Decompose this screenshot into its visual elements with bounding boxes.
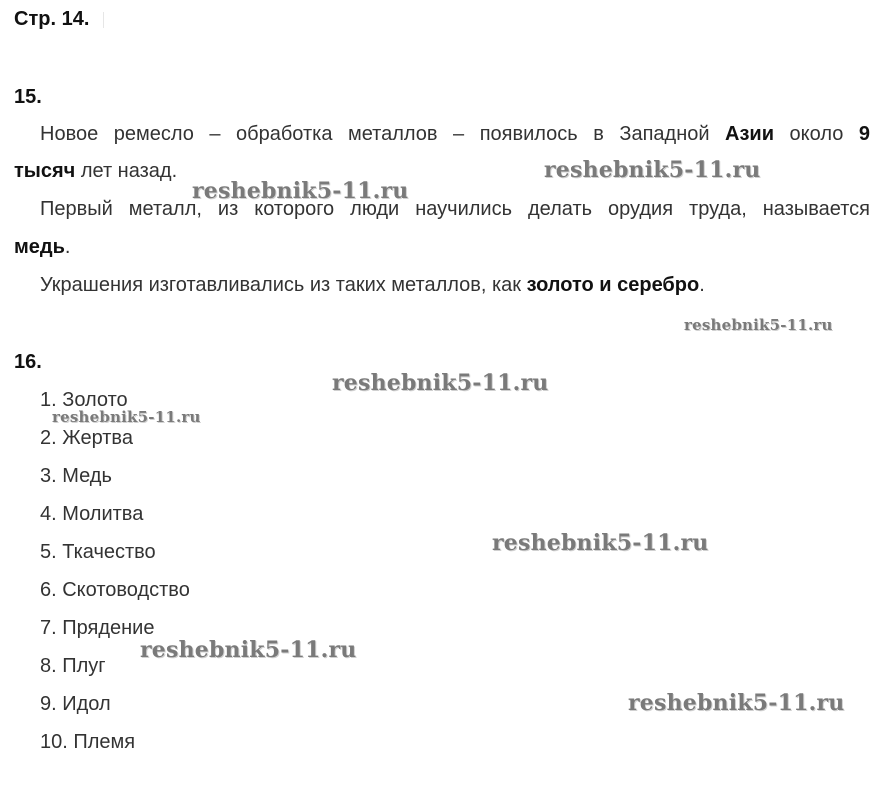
task-15-paragraph-1-line-1 — [14, 123, 870, 146]
bold-answer-thousand: тысяч — [14, 160, 76, 182]
watermark: reshebnik5-11.ru — [332, 370, 549, 396]
text-segment: Украшения изготавливались из таких металлов, как — [40, 274, 527, 296]
list-item: 2. Жертва — [40, 427, 133, 449]
list-item: 9. Идол — [40, 693, 111, 715]
list-item: 10. Племя — [40, 731, 136, 753]
watermark: reshebnik5-11.ru — [544, 157, 761, 183]
text-segment: . — [64, 236, 71, 258]
task-15-number: 15. — [14, 86, 42, 108]
bold-answer-nine: 9 — [858, 123, 870, 145]
task-15-paragraph-3 — [40, 274, 705, 297]
task-15-paragraph-2-line-2 — [14, 236, 70, 259]
watermark: reshebnik5-11.ru — [140, 637, 357, 663]
watermark: reshebnik5-11.ru — [684, 316, 833, 334]
list-item: 5. Ткачество — [40, 541, 156, 563]
task-15-paragraph-1-line-2 — [14, 160, 177, 183]
list-item: 7. Прядение — [40, 617, 155, 639]
bold-answer-asia: Азии — [725, 123, 775, 145]
text-segment: лет назад. — [75, 160, 178, 182]
task-16-number: 16. — [14, 351, 42, 373]
list-item: 3. Медь — [40, 465, 112, 487]
task-15-paragraph-2-line-1: Первый металл, из которого люди научились делать орудия труда, называется — [40, 198, 870, 220]
bold-answer-copper: медь — [14, 236, 65, 258]
bold-answer-gold-silver: золото и серебро — [526, 274, 700, 296]
watermark: reshebnik5-11.ru — [628, 690, 845, 716]
list-item: 8. Плуг — [40, 655, 106, 677]
text-segment: . — [699, 274, 705, 296]
text-segment: Новое ремесло – обработка металлов – появилось в Западной — [40, 123, 726, 145]
watermark: reshebnik5-11.ru — [492, 530, 709, 556]
watermark: reshebnik5-11.ru — [192, 178, 409, 204]
list-item: 6. Скотоводство — [40, 579, 190, 601]
list-item: 4. Молитва — [40, 503, 144, 525]
list-item: 1. Золото — [40, 389, 128, 411]
divider — [103, 12, 104, 28]
text-segment: около — [774, 123, 859, 145]
watermark: reshebnik5-11.ru — [52, 408, 201, 426]
page-header: Стр. 14. — [14, 8, 90, 30]
